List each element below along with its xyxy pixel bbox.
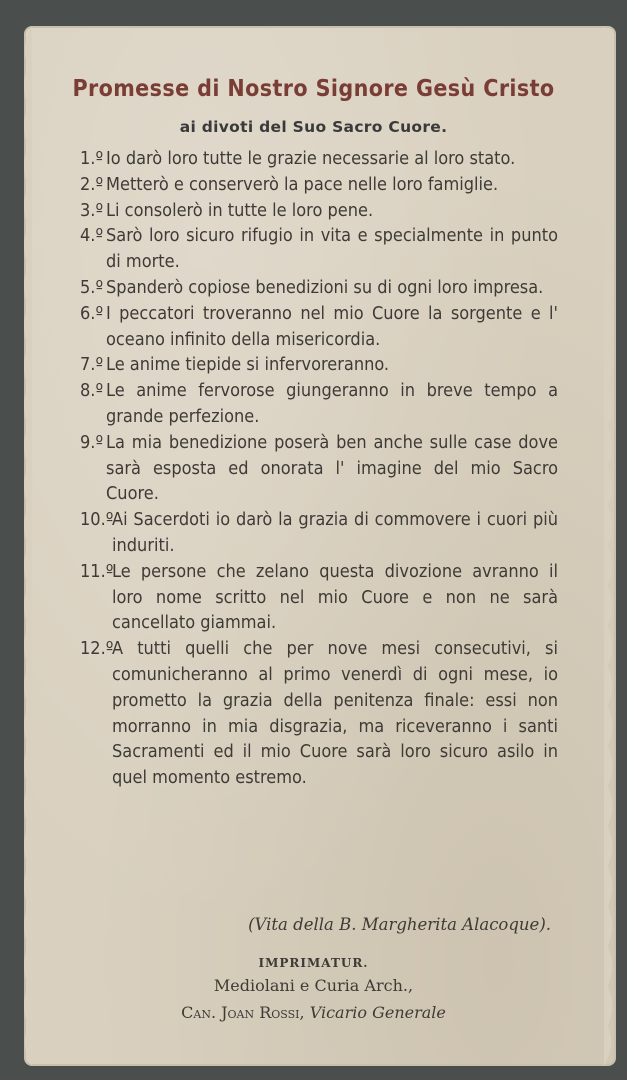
promise-text: Io darò loro tutte le grazie necessarie al loro stato. [106, 148, 516, 169]
promise-item [80, 352, 558, 378]
card-title: Promesse di Nostro Signore Gesù Cristo [72, 76, 555, 102]
promise-number: 9.º [80, 431, 104, 453]
promise-number: 3.º [80, 199, 104, 221]
promise-text: La mia benedizione poserà ben anche sulle case dove sarà esposta ed onorata l' imagine del mio Sacro Cuore. [106, 431, 558, 505]
curia-line: Mediolani e Curia Arch., [213, 976, 414, 995]
promise-number: 10.º [80, 509, 114, 531]
promise-text: Spanderò copiose benedizioni su di ogni loro impresa. [106, 276, 544, 298]
signatory-name: Can. Joan Rossi, [181, 1003, 305, 1022]
promise-number: 11.º [80, 560, 114, 582]
promise-item [80, 223, 558, 275]
scalloped-edge-left [18, 26, 32, 1066]
promise-number: 2.º [80, 173, 104, 195]
promise-number: 8.º [80, 380, 104, 402]
promise-number: 6.º [80, 302, 104, 324]
promise-item [80, 378, 558, 430]
source-citation: (Vita della B. Margherita Alacoque). [248, 915, 551, 934]
promise-item [80, 430, 558, 507]
promise-item [80, 172, 558, 198]
signatory-role: Vicario Generale [309, 1003, 446, 1022]
promise-number: 1.º [80, 148, 104, 169]
imprimatur-heading: IMPRIMATUR. [258, 956, 369, 970]
promise-item [80, 559, 558, 636]
card-subtitle: ai divoti del Suo Sacro Cuore. [179, 118, 448, 136]
promise-item [80, 301, 558, 353]
promise-item [80, 275, 558, 301]
promise-item [80, 636, 558, 791]
promise-text: I peccatori troveranno nel mio Cuore la sorgente e l' oceano infinito della misericordia. [106, 302, 558, 350]
promise-text: Metterò e conserverò la pace nelle loro famiglie. [106, 173, 499, 195]
promises-list [80, 146, 558, 791]
signature-line [0, 1003, 627, 1022]
promise-text: Li consolerò in tutte le loro pene. [106, 199, 374, 221]
promise-item [80, 198, 558, 224]
promise-text: Le anime tiepide si infervoreranno. [106, 354, 390, 376]
promise-number: 4.º [80, 225, 104, 247]
promise-text: Le anime fervorose giungeranno in breve tempo a grande perfezione. [106, 380, 558, 427]
promise-text: Ai Sacerdoti io darò la grazia di commovere i cuori più induriti. [112, 509, 558, 556]
promise-text: Le persone che zelano questa divozione avranno il loro nome scritto nel mio Cuore e non ne sarà cancellato giammai. [112, 560, 558, 634]
promise-item [80, 507, 558, 559]
promise-number: 7.º [80, 354, 104, 376]
promise-text: Sarò loro sicuro rifugio in vita e specialmente in punto di morte. [106, 225, 558, 273]
promise-text: A tutti quelli che per nove mesi consecutivi, si comunicheranno al primo venerdì di ogni mese, io prometto la grazia della penitenza finale: essi non morranno in mia disgrazia, ma riceveranno i santi Sacramenti ed il mio Cuore sarà loro sicuro asilo in quel momento estremo. [112, 638, 558, 789]
promise-number: 12.º [80, 638, 114, 660]
promise-number: 5.º [80, 276, 104, 298]
scalloped-edge-right [604, 26, 618, 1066]
promise-item [80, 146, 558, 172]
